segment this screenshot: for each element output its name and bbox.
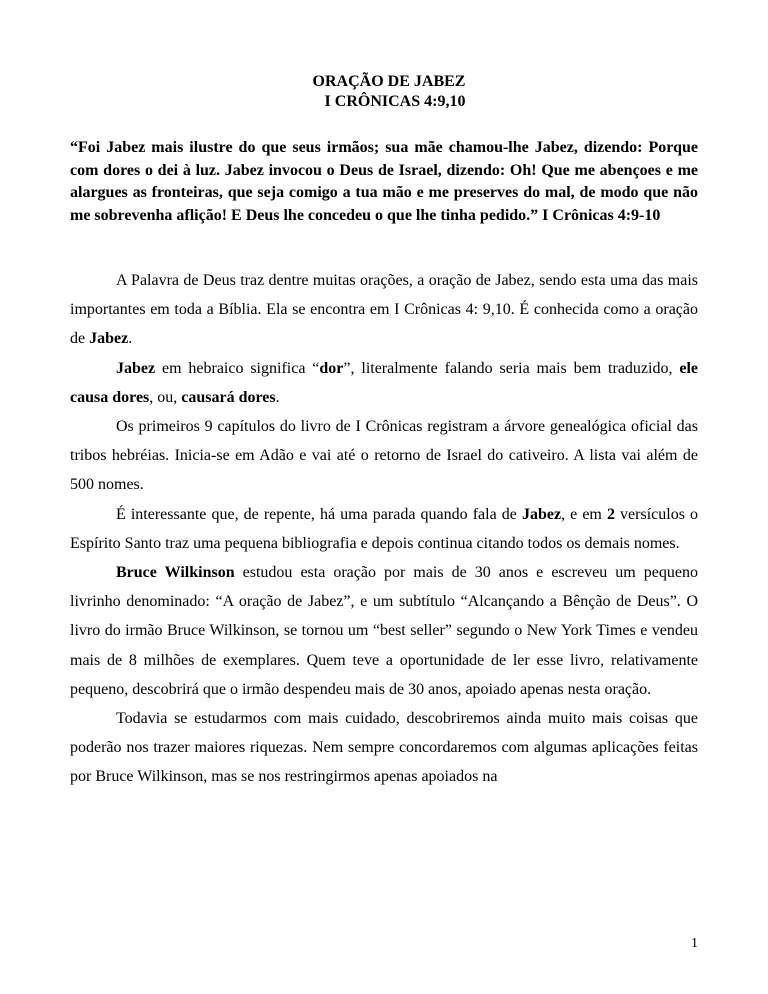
paragraph-1 <box>70 266 698 354</box>
document-title <box>70 72 698 112</box>
paragraph-4 <box>70 500 698 558</box>
p4-bold-2: 2 <box>606 505 615 523</box>
paragraph-6: Todavia se estudarmos com mais cuidado, descobriremos ainda muito mais coisas que poderão nos trazer maiores riquezas. Nem sempre concordaremos com algumas aplicações feitas por Bruce Wilkinson, mas se nos restringirmos apenas apoiados na <box>70 710 698 786</box>
paragraph-3: Os primeiros 9 capítulos do livro de I Crônicas registram a árvore genealógica oficial das tribos hebréias. Inicia-se em Adão e vai até o retorno de Israel do cativeiro. A lista vai além de 500 nomes. <box>70 418 698 494</box>
paragraph-2 <box>70 354 698 412</box>
epigraph-quote: “Foi Jabez mais ilustre do que seus irmãos; sua mãe chamou-lhe Jabez, dizendo: Porque com dores o dei à luz. Jabez invocou o Deus de Israel, dizendo: Oh! Que me abençoes e me alargues as fronteiras, que seja comigo a tua mão e me preserves do mal, de modo que não me sobrevenha aflição! E Deus lhe concedeu o que lhe tinha pedido.” I Crônicas 4:9-10 <box>70 139 698 224</box>
p2-end: . <box>275 388 280 406</box>
p4-text-3: versículos o Espírito Santo traz uma pequena bibliografia e depois continua citando todos os demais nomes. <box>70 505 699 552</box>
p4-bold-jabez: Jabez <box>521 505 562 523</box>
page-number: 1 <box>691 936 698 951</box>
title-line-2: I CRÔNICAS 4:9,10 <box>324 93 466 110</box>
p5-bold-author: Bruce Wilkinson <box>116 564 235 582</box>
p4-text-1: É interessante que, de repente, há uma parada quando fala de <box>116 505 522 523</box>
p1-end: . <box>128 330 133 348</box>
p2-bold-causara-dores: causará dores <box>181 388 276 406</box>
p5-text: estudou esta oração por mais de 30 anos e escreveu um pequeno livrinho denominado: “A oração de Jabez”, e um subtítulo “Alcançando a Bênção de Deus”. O livro do irmão Bruce Wilkinson, se tornou um “best seller” segundo o New York Times e vendeu mais de 8 milhões de exemplares. Quem teve a oportunidade de ler esse livro, relativamente pequeno, descobrirá que o irmão despendeu mais de 30 anos, apoiado apenas nesta oração. <box>70 564 698 698</box>
body-text <box>70 266 698 792</box>
title-line-1: ORAÇÃO DE JABEZ <box>312 73 466 90</box>
p1-text: A Palavra de Deus traz dentre muitas orações, a oração de Jabez, sendo esta uma das mais importantes em toda a Bíblia. Ela se encontra em I Crônicas 4: 9,10. É conhecida como a oração de <box>70 272 698 348</box>
p1-bold-jabez: Jabez <box>89 330 129 348</box>
paragraph-5 <box>70 558 698 704</box>
p2-bold-causa-dores: ele causa dores <box>70 359 699 406</box>
p4-text-2: , e em <box>561 505 607 523</box>
document-page <box>70 0 698 994</box>
p2-text-2: ”, literalmente falando seria mais bem traduzido, <box>343 359 680 377</box>
p2-text-3: , ou, <box>149 388 182 406</box>
p2-bold-dor: dor <box>319 359 344 377</box>
p2-text-1: em hebraico significa “ <box>155 359 320 377</box>
p2-bold-jabez: Jabez <box>116 359 156 377</box>
